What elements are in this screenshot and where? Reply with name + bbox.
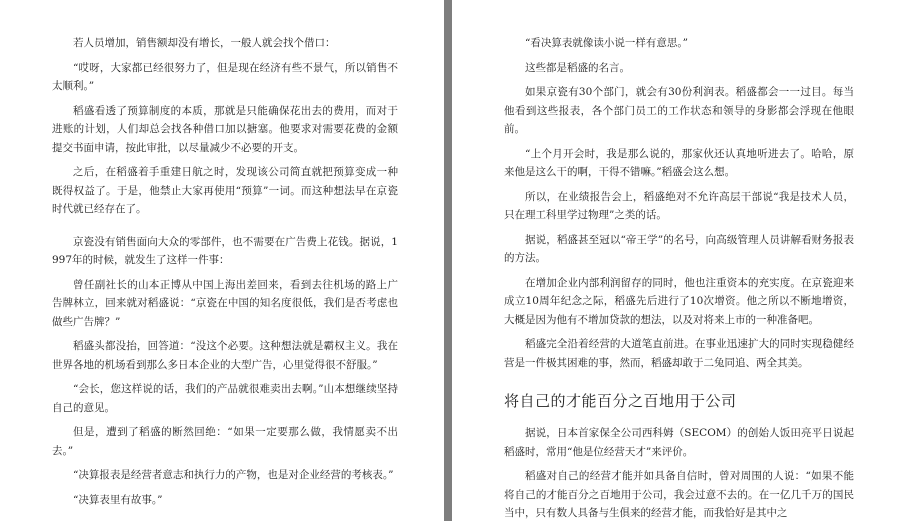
- paragraph: 据说，稻盛甚至冠以“帝王学”的名号，向高级管理人员讲解看财务报表的方法。: [504, 233, 854, 264]
- paragraph: “会长，您这样说的话，我们的产品就很难卖出去啊。”山本想继续坚持自己的意见。: [52, 383, 398, 414]
- paragraph: 这些都是稻盛的名言。: [525, 61, 630, 74]
- paragraph: 京瓷没有销售面向大众的零部件，也不需要在广告费上花钱。据说，1997年的时候，就发生了这样一件事：: [52, 235, 398, 266]
- paragraph: 在增加企业内部利润留存的同时，他也注重资本的充实度。在京瓷迎来成立10周年纪念之际，稻盛先后进行了10次增资。他之所以不断地增资，大概是因为他有不增加贷款的想法，以及对将来上市的一种准备吧。: [504, 276, 854, 326]
- paragraph: 稻盛对自己的经营才能并如具备自信时，曾对周围的人说：“如果不能将自己的才能百分之百地用于公司，我会过意不去的。在一亿几千万的国民当中，只有数人具备与生俱来的经营才能，而我恰好是其中之: [504, 470, 854, 519]
- paragraph: 但是，遭到了稻盛的断然回绝：“如果一定要那么做，我情愿卖不出去。”: [52, 426, 398, 457]
- paragraph: 若人员增加，销售额却没有增长，一般人就会找个借口：: [73, 37, 336, 49]
- paragraph: 稻盛看透了预算制度的本质，那就是只能确保花出去的费用，而对于进账的计划，人们却总会找各种借口加以搪塞。他要求对需要花费的金额提交书面申请，按此审批，以尽量减少不必要的开支。: [52, 104, 398, 154]
- left-page: [0, 0, 444, 521]
- paragraph: “决算报表是经营者意志和执行力的产物，也是对企业经营的考核表。”: [73, 469, 394, 481]
- section-heading: 将自己的才能百分之百地用于公司: [504, 392, 737, 410]
- paragraph: “看决算表就像读小说一样有意思。”: [525, 37, 688, 49]
- paragraph: 曾任副社长的山本正博从中国上海出差回来，看到去往机场的路上广告牌林立，回来就对稻盛说：“京瓷在中国的知名度很低，我们是否考虑也做些广告牌？”: [52, 278, 398, 328]
- paragraph: 所以，在业绩报告会上，稻盛绝对不允许高层干部说“我是技术人员，只在理工科里学过物理”之类的话。: [504, 190, 854, 221]
- paragraph: 之后，在稻盛着手重建日航之时，发现该公司简直就把预算变成一种既得权益了。于是，他禁止大家再使用“预算”一词。而这种想法早在京瓷时代就已经存在了。: [52, 166, 398, 215]
- page-gutter-divider: [444, 0, 452, 521]
- paragraph: 据说，日本首家保全公司西科姆（SECOM）的创始人饭田亮平日说起稻盛时，常用“他是位经营天才”来评价。: [504, 427, 854, 458]
- paragraph: “决算表里有故事。”: [73, 493, 163, 506]
- paragraph: 稻盛头都没抬，回答道：“没这个必要。这种想法就是霸权主义。我在世界各地的机场看到那么多日本企业的大型广告，心里觉得很不舒服。”: [52, 340, 398, 371]
- paragraph: “哎呀，大家都已经很努力了，但是现在经济有些不景气，所以销售不太顺利。”: [52, 61, 398, 92]
- paragraph: 稻盛完全沿着经营的大道笔直前进。在事业迅速扩大的同时实现稳健经营是一件极其困难的事，然而，稻盛却敢于二兔同追、两全其美。: [504, 338, 854, 369]
- right-page: [452, 0, 898, 521]
- paragraph: 如果京瓷有30个部门，就会有30份利润表。稻盛都会一一过目。每当他看到这些报表，各个部门员工的工作状态和领导的身影都会浮现在他眼前。: [504, 86, 854, 135]
- paragraph: “上个月开会时，我是那么说的，那家伙还认真地听进去了。哈哈，原来他是这么干的啊，干得不错嘛。”稻盛会这么想。: [504, 147, 854, 178]
